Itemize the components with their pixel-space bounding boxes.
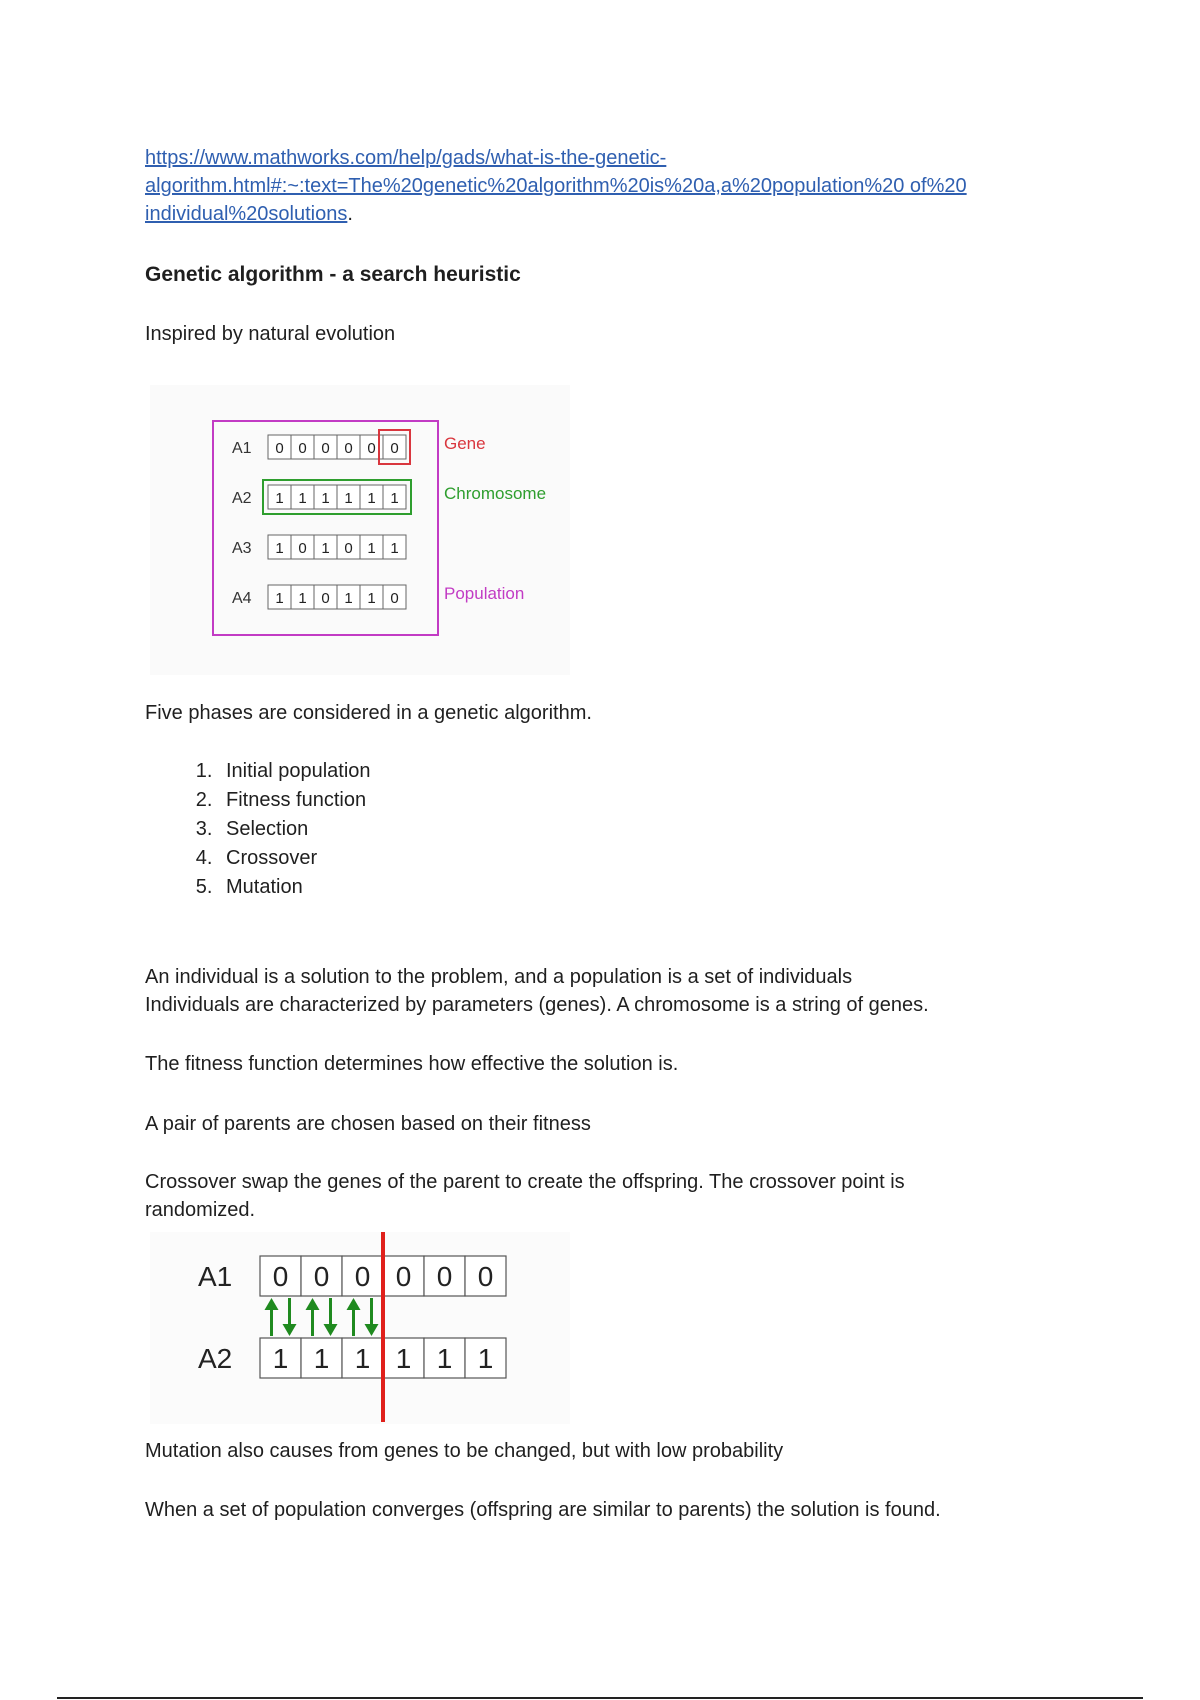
row-label: A1 (198, 1261, 233, 1292)
chromosome-label: Chromosome (444, 484, 547, 503)
gene-value: 1 (367, 490, 376, 507)
section-heading: Genetic algorithm - a search heuristic (145, 263, 521, 286)
mutation-paragraph: Mutation also causes from genes to be changed, but with low probability (145, 1440, 784, 1462)
gene-value: 0 (298, 440, 307, 457)
gene-value: 1 (275, 590, 284, 607)
swap-up-arrowhead (306, 1298, 320, 1310)
convergence-paragraph: When a set of population converges (offspring are similar to parents) the solution is found. (145, 1499, 941, 1521)
gene-value: 0 (354, 1261, 371, 1292)
gene-value: 0 (390, 440, 399, 457)
population-diagram (150, 385, 570, 675)
gene-value: 0 (298, 540, 307, 557)
intro-text: Inspired by natural evolution (145, 323, 396, 345)
row-label: A3 (232, 540, 252, 557)
row-label: A2 (198, 1343, 233, 1374)
gene-value: 1 (298, 590, 307, 607)
gene-value: 1 (321, 490, 330, 507)
phase-item: 5. Mutation (218, 873, 371, 902)
gene-value: 1 (477, 1343, 494, 1374)
row-label: A1 (232, 440, 252, 457)
gene-value: 0 (321, 590, 330, 607)
swap-down-arrowhead (365, 1324, 379, 1336)
selection-paragraph: A pair of parents are chosen based on their fitness (145, 1113, 591, 1135)
individual-line-2: Individuals are characterized by parameters (genes). A chromosome is a string of genes. (145, 994, 929, 1016)
gene-value: 1 (354, 1343, 371, 1374)
gene-value: 0 (395, 1261, 412, 1292)
phases-intro: Five phases are considered in a genetic algorithm. (145, 702, 592, 724)
crossover-diagram (150, 1232, 570, 1424)
gene-label: Gene (444, 434, 486, 453)
individual-paragraph (145, 963, 1045, 1019)
crossover-diagram-svg (150, 1232, 570, 1424)
gene-value: 0 (390, 590, 399, 607)
gene-value: 1 (367, 540, 376, 557)
reference-link[interactable]: https://www.mathworks.com/help/gads/what-is-the-genetic-algorithm.html#:~:text=The%20genetic%20algorithm%20is%20a,a%20population%20 of%20 individual%20solutions (145, 147, 967, 225)
gene-value: 1 (436, 1343, 453, 1374)
row-label: A2 (232, 490, 252, 507)
gene-value: 0 (436, 1261, 453, 1292)
gene-value: 1 (344, 590, 353, 607)
gene-value: 1 (395, 1343, 412, 1374)
gene-value: 0 (275, 440, 284, 457)
swap-down-arrowhead (324, 1324, 338, 1336)
phase-item: 1. Initial population (218, 757, 371, 786)
gene-value: 1 (313, 1343, 330, 1374)
gene-value: 0 (344, 540, 353, 557)
gene-value: 0 (367, 440, 376, 457)
gene-value: 1 (390, 540, 399, 557)
population-diagram-svg (150, 385, 570, 675)
gene-value: 0 (272, 1261, 289, 1292)
gene-value: 1 (367, 590, 376, 607)
fitness-paragraph: The fitness function determines how effective the solution is. (145, 1053, 679, 1075)
population-label: Population (444, 584, 525, 603)
link-period: . (347, 203, 353, 225)
gene-value: 0 (313, 1261, 330, 1292)
swap-up-arrowhead (347, 1298, 361, 1310)
gene-value: 1 (298, 490, 307, 507)
gene-value: 1 (275, 540, 284, 557)
phases-list (180, 757, 371, 902)
gene-value: 0 (321, 440, 330, 457)
phase-item: 2. Fitness function (218, 786, 371, 815)
gene-value: 1 (275, 490, 284, 507)
phase-item: 4. Crossover (218, 844, 371, 873)
swap-up-arrowhead (265, 1298, 279, 1310)
page-bottom-rule (57, 1697, 1143, 1699)
gene-value: 0 (477, 1261, 494, 1292)
phase-item: 3. Selection (218, 815, 371, 844)
gene-value: 1 (390, 490, 399, 507)
row-label: A4 (232, 590, 252, 607)
individual-line-1: An individual is a solution to the problem, and a population is a set of individuals (145, 966, 853, 988)
gene-value: 1 (272, 1343, 289, 1374)
gene-value: 0 (344, 440, 353, 457)
gene-value: 1 (344, 490, 353, 507)
reference-link-block (145, 144, 1045, 228)
gene-value: 1 (321, 540, 330, 557)
crossover-paragraph: Crossover swap the genes of the parent to create the offspring. The crossover point is randomized. (145, 1171, 905, 1221)
swap-down-arrowhead (283, 1324, 297, 1336)
